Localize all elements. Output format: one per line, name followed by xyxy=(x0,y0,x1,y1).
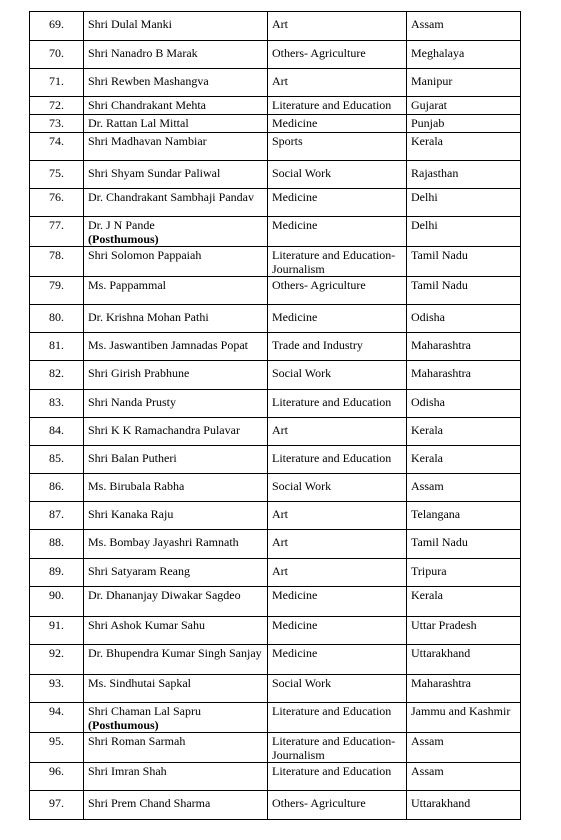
awardee-name: Ms. Bombay Jayashri Ramnath xyxy=(84,530,268,559)
awardee-name: Shri Prem Chand Sharma xyxy=(84,791,268,820)
row-number: 85. xyxy=(30,446,84,474)
awardee-state: Tamil Nadu xyxy=(407,247,521,277)
row-number: 81. xyxy=(30,333,84,361)
award-field: Others- Agriculture xyxy=(268,791,407,820)
awardee-name: Shri Chaman Lal Sapru xyxy=(88,704,201,718)
awardee-state: Delhi xyxy=(407,189,521,217)
table-row xyxy=(30,12,521,41)
awardee-name: Shri Satyaram Reang xyxy=(84,559,268,587)
awardee-name: Dr. Bhupendra Kumar Singh Sanjay xyxy=(84,645,268,675)
awardee-state: Punjab xyxy=(407,115,521,133)
award-field: Art xyxy=(268,530,407,559)
award-field: Medicine xyxy=(268,189,407,217)
table-row xyxy=(30,703,521,733)
awardee-name: Shri Shyam Sundar Paliwal xyxy=(84,161,268,189)
awardee-state: Kerala xyxy=(407,587,521,617)
awardee-name: Dr. Rattan Lal Mittal xyxy=(84,115,268,133)
row-number: 93. xyxy=(30,675,84,703)
table-row xyxy=(30,97,521,115)
table-row xyxy=(30,675,521,703)
table-row xyxy=(30,617,521,645)
table-row xyxy=(30,446,521,474)
table-row xyxy=(30,69,521,97)
awardee-name: Shri Dulal Manki xyxy=(84,12,268,41)
awardee-name: Ms. Jaswantiben Jamnadas Popat xyxy=(84,333,268,361)
awardee-name: Shri Nanda Prusty xyxy=(84,390,268,418)
row-number: 72. xyxy=(30,97,84,115)
awardee-state: Kerala xyxy=(407,133,521,161)
table-row xyxy=(30,559,521,587)
row-number: 94. xyxy=(30,703,84,733)
award-field: Art xyxy=(268,418,407,446)
table-row xyxy=(30,41,521,69)
award-field: Trade and Industry xyxy=(268,333,407,361)
awardee-state: Maharashtra xyxy=(407,361,521,390)
row-number: 95. xyxy=(30,733,84,763)
award-field: Medicine xyxy=(268,587,407,617)
awardee-name: Shri Balan Putheri xyxy=(84,446,268,474)
row-number: 90. xyxy=(30,587,84,617)
award-field: Literature and Education xyxy=(268,703,407,733)
posthumous-note: (Posthumous) xyxy=(88,232,159,246)
awardee-state: Uttarakhand xyxy=(407,791,521,820)
awardee-state: Assam xyxy=(407,12,521,41)
row-number: 82. xyxy=(30,361,84,390)
award-field: Social Work xyxy=(268,474,407,502)
awardee-name: Dr. Krishna Mohan Pathi xyxy=(84,305,268,333)
awardee-state: Maharashtra xyxy=(407,333,521,361)
awardee-state: Tripura xyxy=(407,559,521,587)
award-field: Others- Agriculture xyxy=(268,41,407,69)
award-field: Medicine xyxy=(268,115,407,133)
table-row xyxy=(30,733,521,763)
table-row xyxy=(30,390,521,418)
awardee-state: Assam xyxy=(407,763,521,791)
table-row xyxy=(30,361,521,390)
awardee-state: Telangana xyxy=(407,502,521,530)
awardee-state: Jammu and Kashmir xyxy=(407,703,521,733)
awardee-state: Meghalaya xyxy=(407,41,521,69)
row-number: 70. xyxy=(30,41,84,69)
awardee-name: Shri Ashok Kumar Sahu xyxy=(84,617,268,645)
awardee-state: Assam xyxy=(407,733,521,763)
award-field: Social Work xyxy=(268,161,407,189)
row-number: 86. xyxy=(30,474,84,502)
row-number: 78. xyxy=(30,247,84,277)
awardee-state: Uttarakhand xyxy=(407,645,521,675)
awardee-state: Odisha xyxy=(407,390,521,418)
award-field: Literature and Education xyxy=(268,446,407,474)
award-field: Art xyxy=(268,502,407,530)
row-number: 84. xyxy=(30,418,84,446)
table-row xyxy=(30,333,521,361)
award-field: Medicine xyxy=(268,617,407,645)
award-field: Literature and Education xyxy=(268,97,407,115)
row-number: 80. xyxy=(30,305,84,333)
row-number: 97. xyxy=(30,791,84,820)
row-number: 87. xyxy=(30,502,84,530)
row-number: 75. xyxy=(30,161,84,189)
awardee-state: Odisha xyxy=(407,305,521,333)
row-number: 71. xyxy=(30,69,84,97)
award-field: Medicine xyxy=(268,217,407,247)
table-row xyxy=(30,277,521,305)
award-field: Art xyxy=(268,69,407,97)
awardee-name: Ms. Birubala Rabha xyxy=(84,474,268,502)
award-field: Sports xyxy=(268,133,407,161)
posthumous-note: (Posthumous) xyxy=(88,718,159,732)
table-row xyxy=(30,305,521,333)
awardee-name: Dr. J N Pande xyxy=(88,218,155,232)
awardee-state: Rajasthan xyxy=(407,161,521,189)
awardee-state: Gujarat xyxy=(407,97,521,115)
award-field: Literature and Education- Journalism xyxy=(268,247,407,277)
table-row xyxy=(30,418,521,446)
awardee-name: Shri Rewben Mashangva xyxy=(84,69,268,97)
table-row xyxy=(30,217,521,247)
award-field: Medicine xyxy=(268,645,407,675)
awardee-name: Dr. Dhananjay Diwakar Sagdeo xyxy=(84,587,268,617)
awardee-state: Uttar Pradesh xyxy=(407,617,521,645)
table-row xyxy=(30,161,521,189)
award-field: Medicine xyxy=(268,305,407,333)
awardee-state: Maharashtra xyxy=(407,675,521,703)
row-number: 89. xyxy=(30,559,84,587)
award-field: Art xyxy=(268,559,407,587)
award-field: Literature and Education xyxy=(268,763,407,791)
awardee-name: Shri K K Ramachandra Pulavar xyxy=(84,418,268,446)
table-row xyxy=(30,502,521,530)
awardee-name: Shri Roman Sarmah xyxy=(84,733,268,763)
row-number: 91. xyxy=(30,617,84,645)
award-field: Art xyxy=(268,12,407,41)
table-row xyxy=(30,474,521,502)
table-row xyxy=(30,115,521,133)
awardee-name: Shri Madhavan Nambiar xyxy=(84,133,268,161)
row-number: 96. xyxy=(30,763,84,791)
row-number: 76. xyxy=(30,189,84,217)
awardee-state: Manipur xyxy=(407,69,521,97)
table-row xyxy=(30,763,521,791)
awardee-state: Delhi xyxy=(407,217,521,247)
awardee-name-cell xyxy=(84,703,268,733)
awardee-state: Assam xyxy=(407,474,521,502)
table-row xyxy=(30,587,521,617)
table-row xyxy=(30,133,521,161)
awardee-name: Shri Nanadro B Marak xyxy=(84,41,268,69)
awardee-name: Ms. Sindhutai Sapkal xyxy=(84,675,268,703)
row-number: 73. xyxy=(30,115,84,133)
awardee-name: Ms. Pappammal xyxy=(84,277,268,305)
row-number: 69. xyxy=(30,12,84,41)
table-row xyxy=(30,247,521,277)
row-number: 77. xyxy=(30,217,84,247)
awardee-state: Tamil Nadu xyxy=(407,277,521,305)
awardee-name: Shri Kanaka Raju xyxy=(84,502,268,530)
row-number: 88. xyxy=(30,530,84,559)
award-field: Social Work xyxy=(268,675,407,703)
award-field: Others- Agriculture xyxy=(268,277,407,305)
award-field: Literature and Education- Journalism xyxy=(268,733,407,763)
awardee-state: Tamil Nadu xyxy=(407,530,521,559)
awardee-name: Dr. Chandrakant Sambhaji Pandav xyxy=(84,189,268,217)
row-number: 79. xyxy=(30,277,84,305)
table-row xyxy=(30,530,521,559)
awardee-state: Kerala xyxy=(407,446,521,474)
row-number: 83. xyxy=(30,390,84,418)
awardee-name: Shri Solomon Pappaiah xyxy=(84,247,268,277)
awardee-name: Shri Girish Prabhune xyxy=(84,361,268,390)
awardee-name: Shri Chandrakant Mehta xyxy=(84,97,268,115)
table-row xyxy=(30,645,521,675)
awardee-name-cell xyxy=(84,217,268,247)
table-row xyxy=(30,189,521,217)
table-row xyxy=(30,791,521,820)
row-number: 74. xyxy=(30,133,84,161)
awardees-table xyxy=(29,11,521,820)
row-number: 92. xyxy=(30,645,84,675)
award-field: Social Work xyxy=(268,361,407,390)
award-field: Literature and Education xyxy=(268,390,407,418)
awardee-state: Kerala xyxy=(407,418,521,446)
awardee-name: Shri Imran Shah xyxy=(84,763,268,791)
